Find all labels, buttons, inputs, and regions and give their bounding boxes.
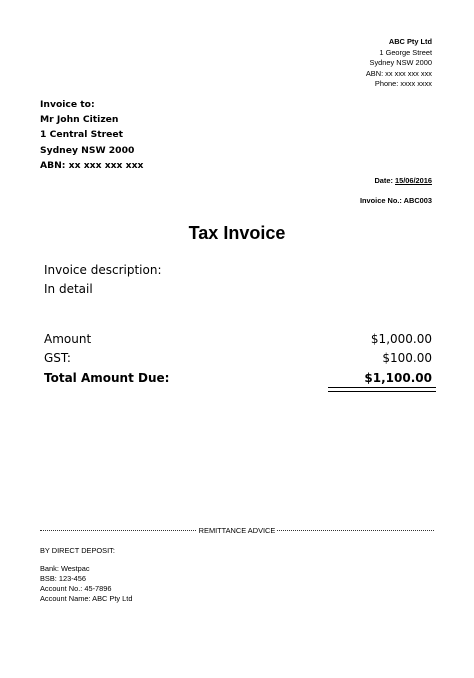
invoice-number-label: Invoice No.: <box>359 196 402 205</box>
company-address-line1: 1 George Street <box>379 47 432 57</box>
gst-value: $100.00 <box>382 351 432 365</box>
amount-label: Amount <box>44 332 92 346</box>
total-label: Total Amount Due: <box>44 371 170 385</box>
document-title: Tax Invoice <box>188 223 286 243</box>
bank-name: Bank: Westpac <box>40 564 90 573</box>
company-name: ABC Pty Ltd <box>388 37 432 46</box>
bill-to-block <box>40 97 143 173</box>
company-abn: ABN: xx xxx xxx xxx <box>365 68 432 78</box>
remittance-heading <box>0 526 474 535</box>
invoice-date-value: 15/06/2016 <box>395 176 432 185</box>
bank-account-number: Account No.: 45-7896 <box>40 584 112 593</box>
company-phone: Phone: xxxx xxxx <box>374 79 432 88</box>
invoice-number-value: ABC003 <box>403 196 432 205</box>
remittance-heading-text: REMITTANCE ADVICE <box>198 526 276 535</box>
bill-to-street: 1 Central Street <box>40 129 123 141</box>
invoice-date <box>374 176 432 185</box>
company-details <box>366 37 432 90</box>
amount-value: $1,000.00 <box>370 332 432 346</box>
invoice-description <box>44 261 161 299</box>
invoice-description-detail: In detail <box>44 282 93 296</box>
invoice-number <box>360 196 432 205</box>
total-row <box>44 371 432 385</box>
company-address-line2: Sydney NSW 2000 <box>369 58 432 67</box>
bill-to-abn: ABN: xx xxx xxx xxx <box>40 159 144 171</box>
gst-label: GST: <box>44 351 71 365</box>
invoice-date-label: Date: <box>374 176 393 185</box>
bill-to-name: Mr John Citizen <box>40 114 119 126</box>
bill-to-city: Sydney NSW 2000 <box>40 144 135 156</box>
total-value: $1,100.00 <box>364 371 432 385</box>
bill-to-heading: Invoice to: <box>40 99 95 110</box>
bank-details <box>40 564 132 604</box>
bank-account-name: Account Name: ABC Pty Ltd <box>40 594 133 603</box>
payment-method: BY DIRECT DEPOSIT: <box>40 546 115 555</box>
bank-bsb: BSB: 123-456 <box>40 574 87 583</box>
invoice-description-label: Invoice description: <box>44 263 162 277</box>
amount-row <box>44 332 432 346</box>
gst-row <box>44 351 432 365</box>
total-double-underline <box>328 387 436 392</box>
